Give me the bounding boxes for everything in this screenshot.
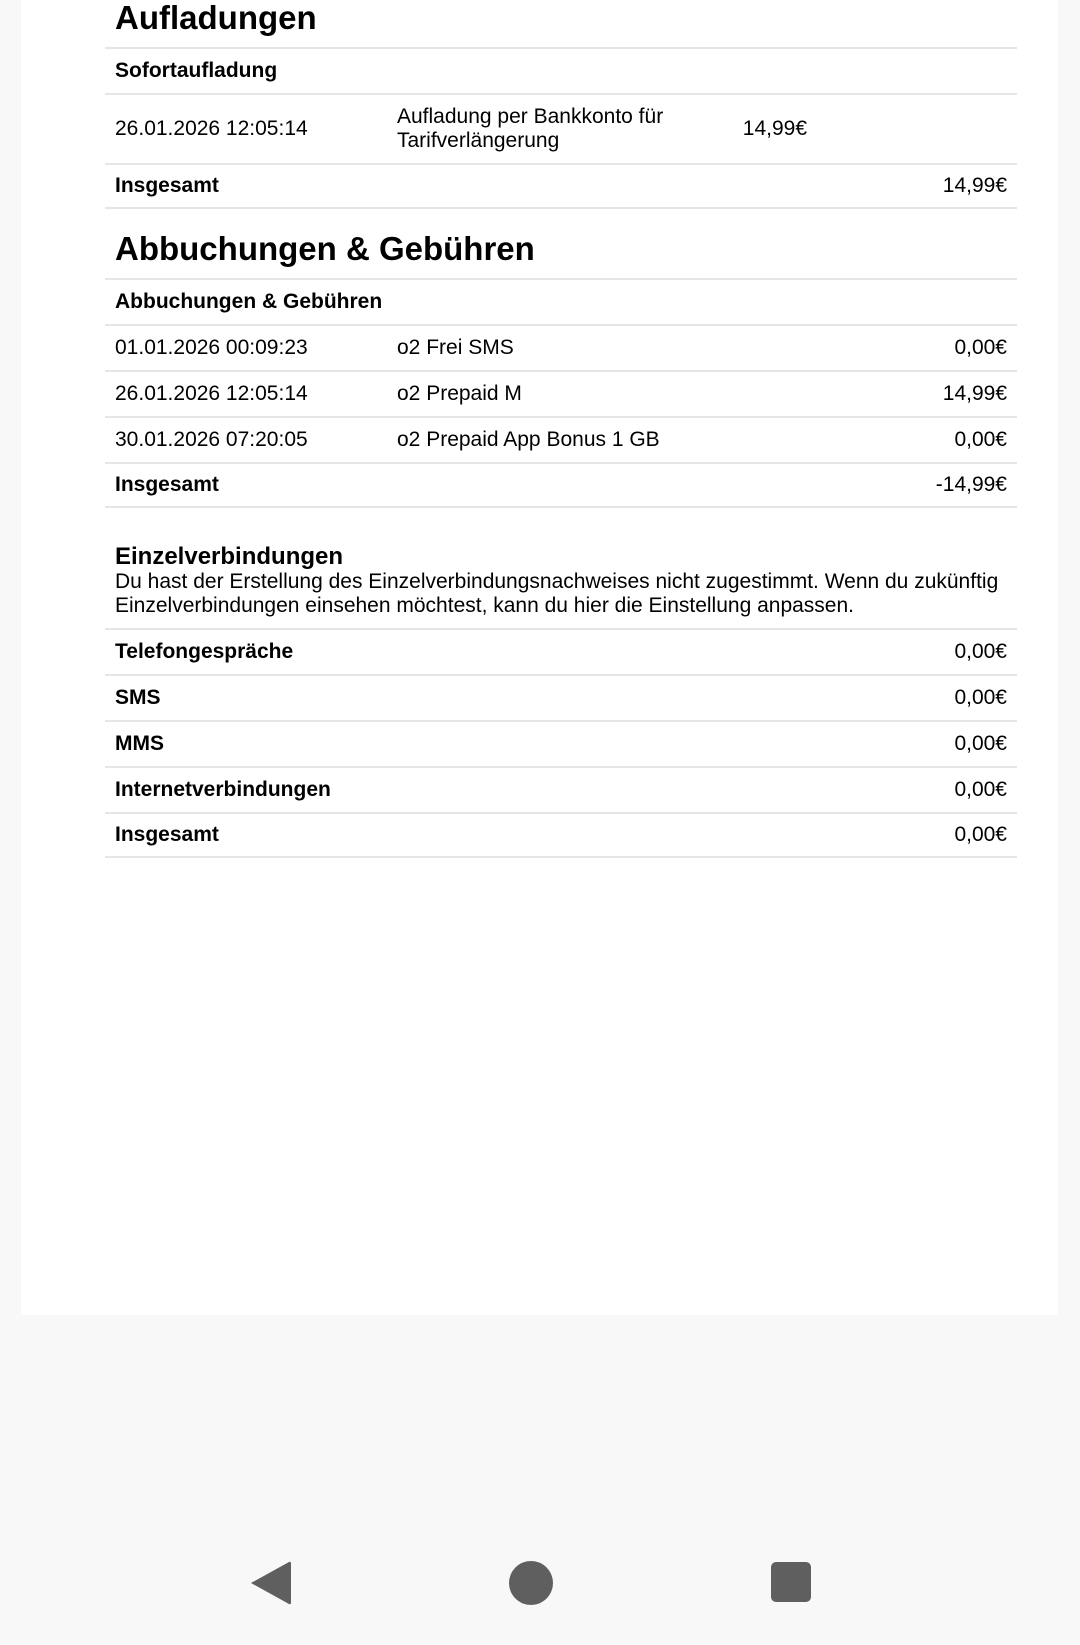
row-date: 01.01.2026 00:09:23 (115, 336, 308, 359)
einzelverbindungen-total-row (105, 812, 1017, 858)
total-amount: 14,99€ (942, 174, 1007, 197)
abbuchungen-subheader (105, 278, 1017, 324)
row-date: 26.01.2026 12:05:14 (115, 117, 308, 140)
row-amount: 14,99€ (942, 382, 1007, 405)
table-row (105, 674, 1017, 720)
home-circle-shape (509, 1561, 553, 1605)
home-circle-icon[interactable] (508, 1560, 554, 1606)
total-label: Insgesamt (115, 473, 219, 496)
row-label: Telefongespräche (115, 640, 294, 663)
row-amount: 0,00€ (954, 336, 1007, 359)
table-row (105, 720, 1017, 766)
einzelverbindungen-intro (105, 508, 1017, 628)
recents-square-icon[interactable] (769, 1560, 815, 1606)
table-row (105, 324, 1017, 370)
row-amount: 0,00€ (954, 428, 1007, 451)
statement-content (105, 0, 1017, 858)
back-triangle-shape (251, 1562, 291, 1605)
aufladungen-subheader (105, 47, 1017, 93)
recents-square-shape (771, 1562, 811, 1602)
statement-page (21, 0, 1058, 1315)
row-description: o2 Prepaid App Bonus 1 GB (397, 428, 660, 451)
row-amount: 0,00€ (954, 778, 1007, 801)
abbuchungen-subheader-label: Abbuchungen & Gebühren (115, 290, 383, 313)
row-amount: 14,99€ (742, 117, 807, 140)
einzelverbindungen-title: Einzelverbindungen (115, 543, 344, 570)
row-description: Aufladung per Bankkonto für Tarifverlängerung (397, 105, 664, 152)
row-description: o2 Frei SMS (397, 336, 514, 359)
einzelverbindungen-text: Du hast der Erstellung des Einzelverbindungsnachweises nicht zugestimmt. Wenn du zukünftig Einzelverbindungen einsehen möchtest, kann du hier die Einstellung anpassen. (115, 570, 999, 617)
row-description: o2 Prepaid M (397, 382, 522, 405)
row-label: SMS (115, 686, 161, 709)
aufladungen-subheader-label: Sofortaufladung (115, 59, 278, 82)
row-amount: 0,00€ (954, 640, 1007, 663)
row-label: Internetverbindungen (115, 778, 331, 801)
table-row (105, 416, 1017, 462)
total-label: Insgesamt (115, 174, 219, 197)
row-label: MMS (115, 732, 164, 755)
total-amount: -14,99€ (935, 473, 1007, 496)
aufladungen-title: Aufladungen (115, 0, 317, 36)
abbuchungen-title: Abbuchungen & Gebühren (115, 230, 535, 267)
total-label: Insgesamt (115, 823, 219, 846)
table-row (105, 93, 1017, 163)
aufladungen-total-row (105, 163, 1017, 209)
abbuchungen-total-row (105, 462, 1017, 508)
back-triangle-icon[interactable] (247, 1560, 293, 1606)
row-amount: 0,00€ (954, 732, 1007, 755)
total-amount: 0,00€ (954, 823, 1007, 846)
table-row (105, 766, 1017, 812)
row-date: 26.01.2026 12:05:14 (115, 382, 308, 405)
system-navigation-bar (0, 1540, 1080, 1624)
row-date: 30.01.2026 07:20:05 (115, 428, 308, 451)
table-row (105, 628, 1017, 674)
row-amount: 0,00€ (954, 686, 1007, 709)
table-row (105, 370, 1017, 416)
